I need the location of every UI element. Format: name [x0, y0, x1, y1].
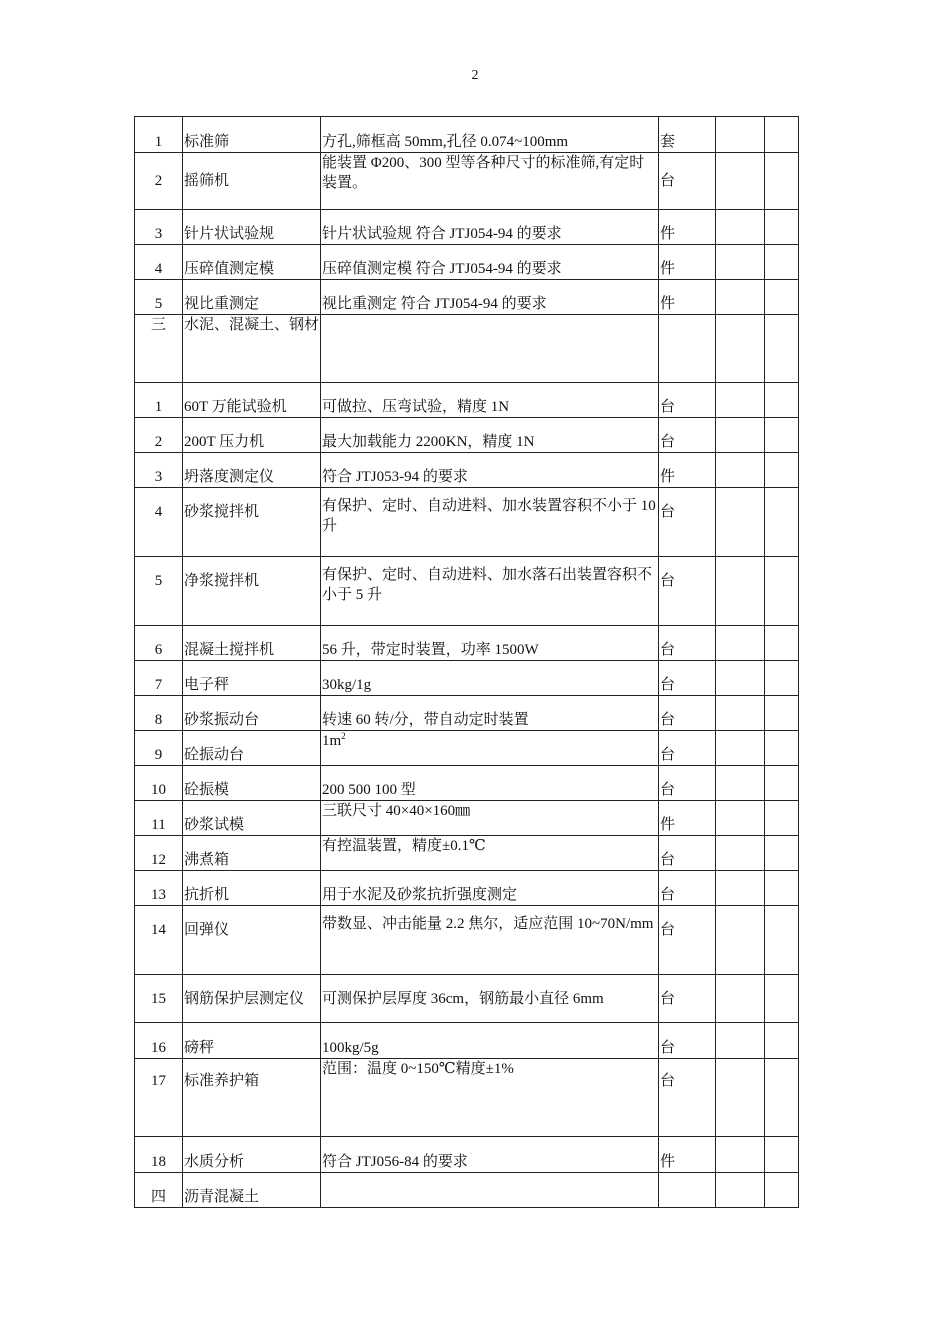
row-number: 6: [135, 626, 183, 661]
empty-cell: [765, 1059, 799, 1137]
empty-cell: [765, 871, 799, 906]
empty-cell: [765, 626, 799, 661]
equipment-unit: 台: [659, 766, 716, 801]
equipment-spec: 转速 60 转/分，带自动定时装置: [321, 696, 659, 731]
table-row: [135, 1137, 799, 1173]
equipment-spec: 有保护、定时、自动进料、加水装置容积不小于 10 升: [321, 488, 659, 557]
equipment-name: 标准筛: [183, 117, 321, 153]
equipment-unit: 台: [659, 1023, 716, 1059]
equipment-unit: 台: [659, 626, 716, 661]
equipment-name: 混凝土搅拌机: [183, 626, 321, 661]
page-number: 2: [471, 68, 479, 83]
equipment-name: 标准养护箱: [183, 1059, 321, 1137]
equipment-name: 砼振模: [183, 766, 321, 801]
equipment-spec: 符合 JTJ056-84 的要求: [321, 1137, 659, 1173]
table-row: [135, 766, 799, 801]
empty-cell: [765, 1023, 799, 1059]
table-row: [135, 871, 799, 906]
row-number: 1: [135, 383, 183, 418]
empty-cell: [716, 383, 765, 418]
empty-cell: [716, 1059, 765, 1137]
table-row: [135, 557, 799, 626]
equipment-spec: 有保护、定时、自动进料、加水落石出装置容积不小于 5 升: [321, 557, 659, 626]
equipment-unit: 台: [659, 975, 716, 1023]
table-row: [135, 906, 799, 975]
equipment-spec: 范围：温度 0~150℃精度±1%: [321, 1059, 659, 1137]
empty-cell: [765, 488, 799, 557]
table-row: [135, 975, 799, 1023]
empty-cell: [716, 871, 765, 906]
equipment-unit: 台: [659, 557, 716, 626]
empty-cell: [716, 836, 765, 871]
section-row: [135, 1173, 799, 1208]
section-title: 水泥、混凝土、钢材: [183, 315, 321, 383]
equipment-unit: 台: [659, 1059, 716, 1137]
equipment-name: 砂浆振动台: [183, 696, 321, 731]
equipment-name: 60T 万能试验机: [183, 383, 321, 418]
row-number: 1: [135, 117, 183, 153]
equipment-name: 砂浆试模: [183, 801, 321, 836]
row-number: 8: [135, 696, 183, 731]
row-number: 13: [135, 871, 183, 906]
empty-cell: [716, 210, 765, 245]
row-number: 16: [135, 1023, 183, 1059]
equipment-spec: 方孔,筛框高 50mm,孔径 0.074~100mm: [321, 117, 659, 153]
empty-cell: [765, 153, 799, 210]
equipment-unit: 台: [659, 383, 716, 418]
section-number: 三: [135, 315, 183, 383]
empty-cell: [765, 418, 799, 453]
row-number: 3: [135, 210, 183, 245]
equipment-name: 视比重测定: [183, 280, 321, 315]
empty-cell: [716, 1137, 765, 1173]
table-row: [135, 418, 799, 453]
empty-cell: [765, 766, 799, 801]
table-row: [135, 626, 799, 661]
empty-cell: [765, 117, 799, 153]
row-number: 18: [135, 1137, 183, 1173]
empty-cell: [765, 731, 799, 766]
equipment-spec: 视比重测定 符合 JTJ054-94 的要求: [321, 280, 659, 315]
spec-superscript: 2: [341, 731, 346, 741]
row-number: 12: [135, 836, 183, 871]
equipment-unit: 台: [659, 871, 716, 906]
table-row: [135, 117, 799, 153]
equipment-spec: 压碎值测定模 符合 JTJ054-94 的要求: [321, 245, 659, 280]
empty-cell: [765, 1173, 799, 1208]
empty-cell: [716, 418, 765, 453]
empty-cell: [716, 626, 765, 661]
empty-cell: [765, 906, 799, 975]
equipment-unit: 台: [659, 661, 716, 696]
equipment-unit: 台: [659, 488, 716, 557]
equipment-spec: 符合 JTJ053-94 的要求: [321, 453, 659, 488]
row-number: 7: [135, 661, 183, 696]
equipment-name: 针片状试验规: [183, 210, 321, 245]
empty-cell: [765, 661, 799, 696]
section-number: 四: [135, 1173, 183, 1208]
equipment-unit: 件: [659, 801, 716, 836]
row-number: 17: [135, 1059, 183, 1137]
row-number: 2: [135, 418, 183, 453]
empty-cell: [716, 766, 765, 801]
equipment-spec: 30kg/1g: [321, 661, 659, 696]
empty-cell: [716, 245, 765, 280]
empty-cell: [716, 1173, 765, 1208]
row-number: 10: [135, 766, 183, 801]
equipment-name: 200T 压力机: [183, 418, 321, 453]
equipment-name: 摇筛机: [183, 153, 321, 210]
equipment-name: 坍落度测定仪: [183, 453, 321, 488]
equipment-spec: 200 500 100 型: [321, 766, 659, 801]
row-number: 5: [135, 280, 183, 315]
empty-cell: [716, 153, 765, 210]
empty-cell: [765, 315, 799, 383]
equipment-unit: 件: [659, 245, 716, 280]
empty-cell: [716, 453, 765, 488]
empty-cell: [765, 975, 799, 1023]
empty-cell: [716, 280, 765, 315]
table-row: [135, 731, 799, 766]
empty-cell: [716, 696, 765, 731]
equipment-unit: 台: [659, 418, 716, 453]
table-row: [135, 280, 799, 315]
equipment-table: [134, 116, 799, 1208]
table-row: [135, 801, 799, 836]
equipment-spec: 带数显、冲击能量 2.2 焦尔，适应范围 10~70N/mm: [321, 906, 659, 975]
equipment-name: 抗折机: [183, 871, 321, 906]
equipment-spec: 三联尺寸 40×40×160㎜: [321, 801, 659, 836]
spec-text: 1m: [322, 733, 342, 749]
empty-cell: [765, 557, 799, 626]
equipment-name: 沸煮箱: [183, 836, 321, 871]
table-row: [135, 1023, 799, 1059]
equipment-name: 压碎值测定模: [183, 245, 321, 280]
empty-cell: [716, 801, 765, 836]
equipment-name: 砂浆搅拌机: [183, 488, 321, 557]
equipment-name: 水质分析: [183, 1137, 321, 1173]
empty-cell: [765, 210, 799, 245]
equipment-name: 回弹仪: [183, 906, 321, 975]
empty-cell: [765, 696, 799, 731]
row-number: 9: [135, 731, 183, 766]
equipment-unit: [659, 1173, 716, 1208]
equipment-spec: [321, 1173, 659, 1208]
equipment-name: 电子秤: [183, 661, 321, 696]
empty-cell: [716, 488, 765, 557]
equipment-spec: [321, 315, 659, 383]
table-row: [135, 245, 799, 280]
equipment-name: 净浆搅拌机: [183, 557, 321, 626]
equipment-spec: 有控温装置，精度±0.1℃: [321, 836, 659, 871]
equipment-unit: 台: [659, 153, 716, 210]
row-number: 5: [135, 557, 183, 626]
equipment-spec: 100kg/5g: [321, 1023, 659, 1059]
empty-cell: [716, 315, 765, 383]
equipment-name: 砼振动台: [183, 731, 321, 766]
equipment-spec: [321, 731, 659, 766]
empty-cell: [716, 557, 765, 626]
equipment-unit: 台: [659, 836, 716, 871]
table-row: [135, 453, 799, 488]
empty-cell: [716, 117, 765, 153]
empty-cell: [765, 383, 799, 418]
equipment-unit: 台: [659, 731, 716, 766]
row-number: 14: [135, 906, 183, 975]
equipment-unit: 套: [659, 117, 716, 153]
table-row: [135, 153, 799, 210]
empty-cell: [765, 801, 799, 836]
equipment-name: 磅秤: [183, 1023, 321, 1059]
row-number: 4: [135, 245, 183, 280]
equipment-unit: 台: [659, 906, 716, 975]
empty-cell: [765, 836, 799, 871]
empty-cell: [716, 975, 765, 1023]
empty-cell: [765, 453, 799, 488]
table-row: [135, 383, 799, 418]
empty-cell: [716, 661, 765, 696]
empty-cell: [716, 1023, 765, 1059]
table-row: [135, 696, 799, 731]
equipment-unit: 件: [659, 1137, 716, 1173]
section-row: [135, 315, 799, 383]
equipment-unit: 台: [659, 696, 716, 731]
table-row: [135, 1059, 799, 1137]
equipment-spec: 最大加载能力 2200KN，精度 1N: [321, 418, 659, 453]
table-row: [135, 210, 799, 245]
equipment-spec: 用于水泥及砂浆抗折强度测定: [321, 871, 659, 906]
table-row: [135, 661, 799, 696]
empty-cell: [765, 280, 799, 315]
empty-cell: [765, 1137, 799, 1173]
row-number: 4: [135, 488, 183, 557]
row-number: 3: [135, 453, 183, 488]
equipment-spec: 56 升，带定时装置，功率 1500W: [321, 626, 659, 661]
equipment-unit: 件: [659, 280, 716, 315]
equipment-unit: 件: [659, 210, 716, 245]
equipment-unit: [659, 315, 716, 383]
equipment-spec: 可做拉、压弯试验，精度 1N: [321, 383, 659, 418]
equipment-spec: 可测保护层厚度 36cm，钢筋最小直径 6mm: [321, 975, 659, 1023]
equipment-unit: 件: [659, 453, 716, 488]
row-number: 11: [135, 801, 183, 836]
section-title: 沥青混凝土: [183, 1173, 321, 1208]
row-number: 2: [135, 153, 183, 210]
empty-cell: [765, 245, 799, 280]
equipment-name: 钢筋保护层测定仪: [183, 975, 321, 1023]
empty-cell: [716, 731, 765, 766]
row-number: 15: [135, 975, 183, 1023]
equipment-spec: 针片状试验规 符合 JTJ054-94 的要求: [321, 210, 659, 245]
table-row: [135, 488, 799, 557]
table-row: [135, 836, 799, 871]
empty-cell: [716, 906, 765, 975]
equipment-spec: 能装置 Φ200、300 型等各种尺寸的标准筛,有定时装置。: [321, 153, 659, 210]
